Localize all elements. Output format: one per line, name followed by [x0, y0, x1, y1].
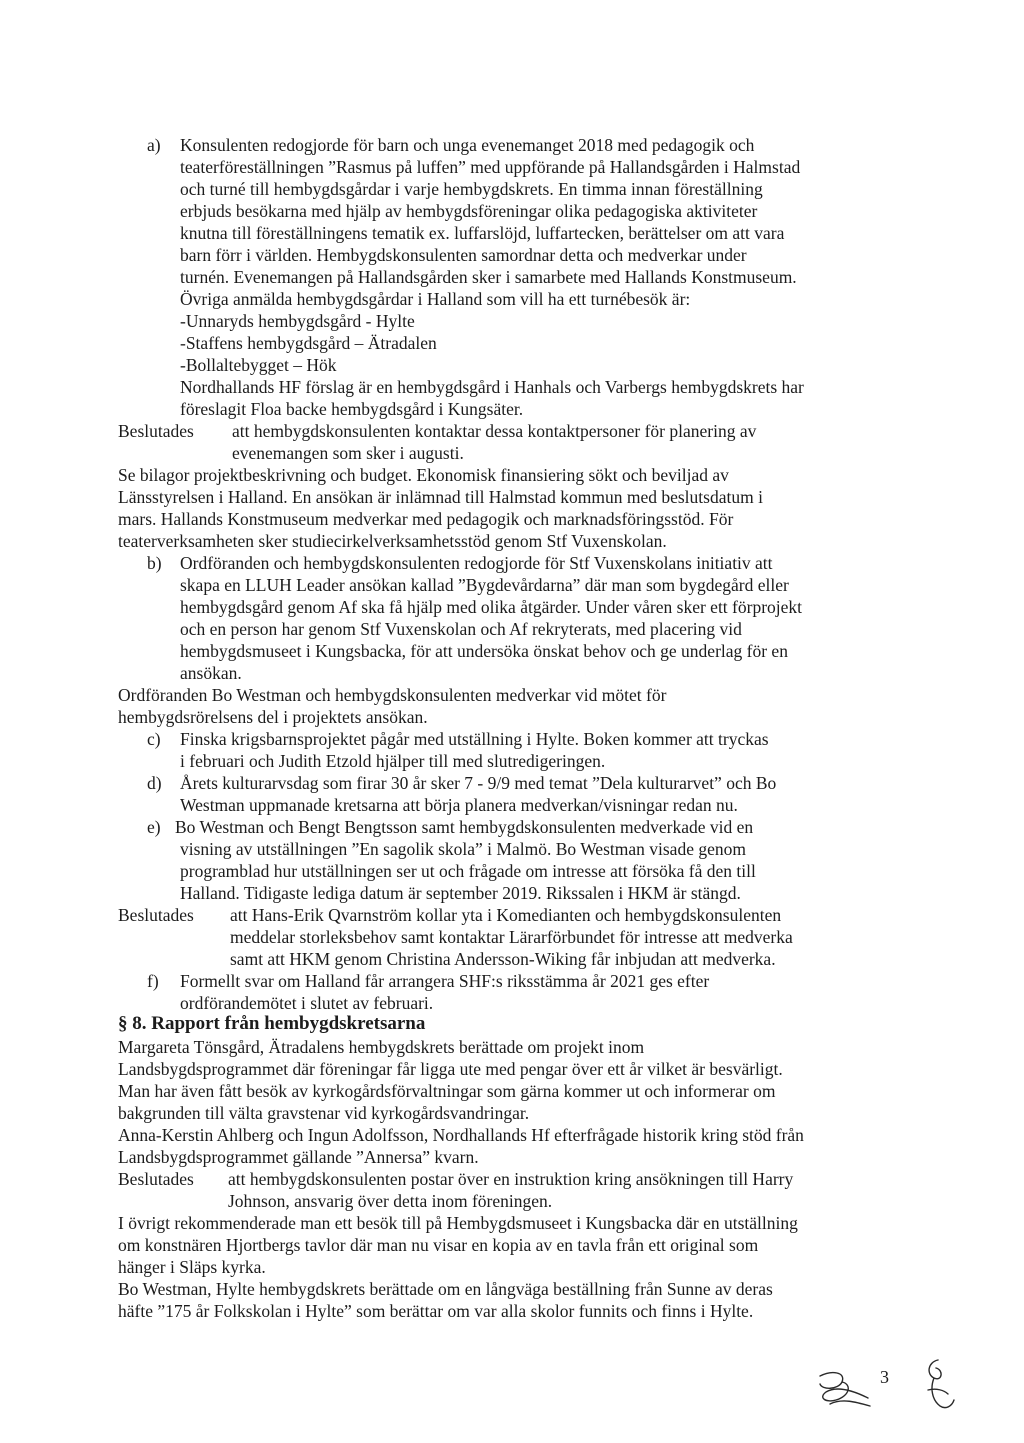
signature-initials-right: [918, 1356, 960, 1414]
decision-label: Beslutades: [118, 421, 194, 441]
paragraph-line: Ordföranden Bo Westman och hembygdskonsulenten medverkar vid mötet för: [118, 685, 667, 705]
item-label-c: c): [147, 729, 161, 749]
item-b-line: skapa en LLUH Leader ansökan kallad ”Bygdevårdarna” där man som bygdegård eller: [180, 575, 789, 595]
paragraph-line: Se bilagor projektbeskrivning och budget. Ekonomisk finansiering sökt och beviljad av: [118, 465, 729, 485]
decision-line: samt att HKM genom Christina Andersson-Wiking får inbjudan att medverka.: [230, 949, 776, 969]
item-a-line: och turné till hembygdsgårdar i varje hembygdskrets. En timma innan föreställning: [180, 179, 763, 199]
item-b-line: hembygdsgård genom Af ska få hjälp med olika åtgärder. Under våren sker ett förprojekt: [180, 597, 803, 617]
paragraph-line: Länsstyrelsen i Halland. En ansökan är inlämnad till Halmstad kommun med beslutsdatum i: [118, 487, 763, 507]
section-heading: § 8. Rapport från hembygdskretsarna: [118, 1013, 426, 1034]
paragraph-line: hembygdsrörelsens del i projektets ansökan.: [118, 707, 428, 727]
item-a-line: -Staffens hembygdsgård – Ätradalen: [180, 333, 437, 353]
paragraph-line: teaterverksamheten sker studiecirkelverksamhetsstöd genom Stf Vuxenskolan.: [118, 531, 667, 551]
item-b-line: Ordföranden och hembygdskonsulenten redogjorde för Stf Vuxenskolans initiativ att: [180, 553, 773, 573]
item-a-line: Nordhallands HF förslag är en hembygdsgård i Hanhals och Varbergs hembygdskrets har: [180, 377, 804, 397]
item-b-line: och en person har genom Stf Vuxenskolan och Af rekryterats, med placering vid: [180, 619, 742, 639]
item-b-line: hembygdsmuseet i Kungsbacka, för att undersöka önskat behov och ge underlag för en: [180, 641, 788, 661]
item-c-line: i februari och Judith Etzold hjälper till med slutredigeringen.: [180, 751, 606, 771]
page-number: 3: [880, 1367, 889, 1387]
paragraph-line: häfte ”175 år Folkskolan i Hylte” som berättar om var alla skolor funnits och finns i Hylte.: [118, 1301, 754, 1321]
item-a-line: turnén. Evenemangen på Hallandsgården sker i samarbete med Hallands Konstmuseum.: [180, 267, 797, 287]
paragraph-line: Bo Westman, Hylte hembygdskrets berättade om en långväga beställning från Sunne av deras: [118, 1279, 773, 1299]
paragraph-line: I övrigt rekommenderade man ett besök till på Hembygdsmuseet i Kungsbacka där en utställning: [118, 1213, 798, 1233]
paragraph-line: Landsbygdsprogrammet där föreningar får ligga ute med pengar över ett år vilket är besvärligt.: [118, 1059, 783, 1079]
paragraph-line: mars. Hallands Konstmuseum medverkar med pedagogik och marknadsföringsstöd. För: [118, 509, 734, 529]
signature-initials-left: [812, 1368, 876, 1412]
item-a-line: -Bollaltebygget – Hök: [180, 355, 337, 375]
decision-line: evenemangen som sker i augusti.: [232, 443, 464, 463]
decision-line: Johnson, ansvarig över detta inom föreningen.: [228, 1191, 553, 1211]
paragraph-line: Man har även fått besök av kyrkogårdsförvaltningar som gärna kommer ut och informerar om: [118, 1081, 776, 1101]
item-a-line: Övriga anmälda hembygdsgårdar i Halland som vill ha ett turnébesök är:: [180, 289, 691, 309]
decision-label: Beslutades: [118, 905, 194, 925]
item-label-d: d): [147, 773, 162, 793]
item-d-line: Westman uppmanade kretsarna att börja planera medverkan/visningar redan nu.: [180, 795, 738, 815]
paragraph-line: Anna-Kerstin Ahlberg och Ingun Adolfsson, Nordhallands Hf efterfrågade historik kring stöd från: [118, 1125, 804, 1145]
item-d-line: Årets kulturarvsdag som firar 30 år sker 7 - 9/9 med temat ”Dela kulturarvet” och Bo: [180, 773, 777, 793]
item-label-a: a): [147, 135, 161, 155]
paragraph-line: Landsbygdsprogrammet gällande ”Annersa” kvarn.: [118, 1147, 479, 1167]
item-label-b: b): [147, 553, 162, 573]
item-label-f: f): [147, 971, 159, 991]
item-a-line: erbjuds besökarna med hjälp av hembygdsföreningar olika pedagogiska aktiviteter: [180, 201, 758, 221]
item-a-line: barn förr i världen. Hembygdskonsulenten samordnar detta och medverkar under: [180, 245, 747, 265]
item-a-line: teaterföreställningen ”Rasmus på luffen” med uppförande på Hallandsgården i Halmstad: [180, 157, 801, 177]
decision-line: att Hans-Erik Qvarnström kollar yta i Komedianten och hembygdskonsulenten: [230, 905, 782, 925]
item-a-line: Konsulenten redogjorde för barn och unga evenemanget 2018 med pedagogik och: [180, 135, 755, 155]
item-e-line: Bo Westman och Bengt Bengtsson samt hembygdskonsulenten medverkade vid en: [175, 817, 754, 837]
paragraph-line: om konstnären Hjortbergs tavlor där man nu visar en kopia av en tavla från ett original som: [118, 1235, 759, 1255]
decision-label: Beslutades: [118, 1169, 194, 1189]
item-b-line: ansökan.: [180, 663, 242, 683]
paragraph-line: Margareta Tönsgård, Ätradalens hembygdskrets berättade om projekt inom: [118, 1037, 645, 1057]
item-f-line: ordförandemötet i slutet av februari.: [180, 993, 434, 1013]
item-e-line: programblad hur utställningen ser ut och frågade om intresse att försöka få den till: [180, 861, 756, 881]
item-a-line: knutna till föreställningens tematik ex. luffarslöjd, luffartecken, berättelser om att vara: [180, 223, 785, 243]
decision-line: att hembygdskonsulenten postar över en instruktion kring ansökningen till Harry: [228, 1169, 794, 1189]
item-c-line: Finska krigsbarnsprojektet pågår med utställning i Hylte. Boken kommer att tryckas: [180, 729, 769, 749]
decision-line: att hembygdskonsulenten kontaktar dessa kontaktpersoner för planering av: [232, 421, 757, 441]
item-e-line: Halland. Tidigaste lediga datum är september 2019. Rikssalen i HKM är stängd.: [180, 883, 741, 903]
item-a-line: -Unnaryds hembygdsgård - Hylte: [180, 311, 415, 331]
item-e-line: visning av utställningen ”En sagolik skola” i Malmö. Bo Westman visade genom: [180, 839, 746, 859]
item-f-line: Formellt svar om Halland får arrangera SHF:s riksstämma år 2021 ges efter: [180, 971, 710, 991]
decision-line: meddelar storleksbehov samt kontaktar Lärarförbundet för intresse att medverka: [230, 927, 793, 947]
item-label-e: e): [147, 817, 161, 837]
paragraph-line: bakgrunden till välta gravstenar vid kyrkogårdsvandringar.: [118, 1103, 530, 1123]
item-a-line: föreslagit Floa backe hembygdsgård i Kungsäter.: [180, 399, 524, 419]
paragraph-line: hänger i Släps kyrka.: [118, 1257, 266, 1277]
